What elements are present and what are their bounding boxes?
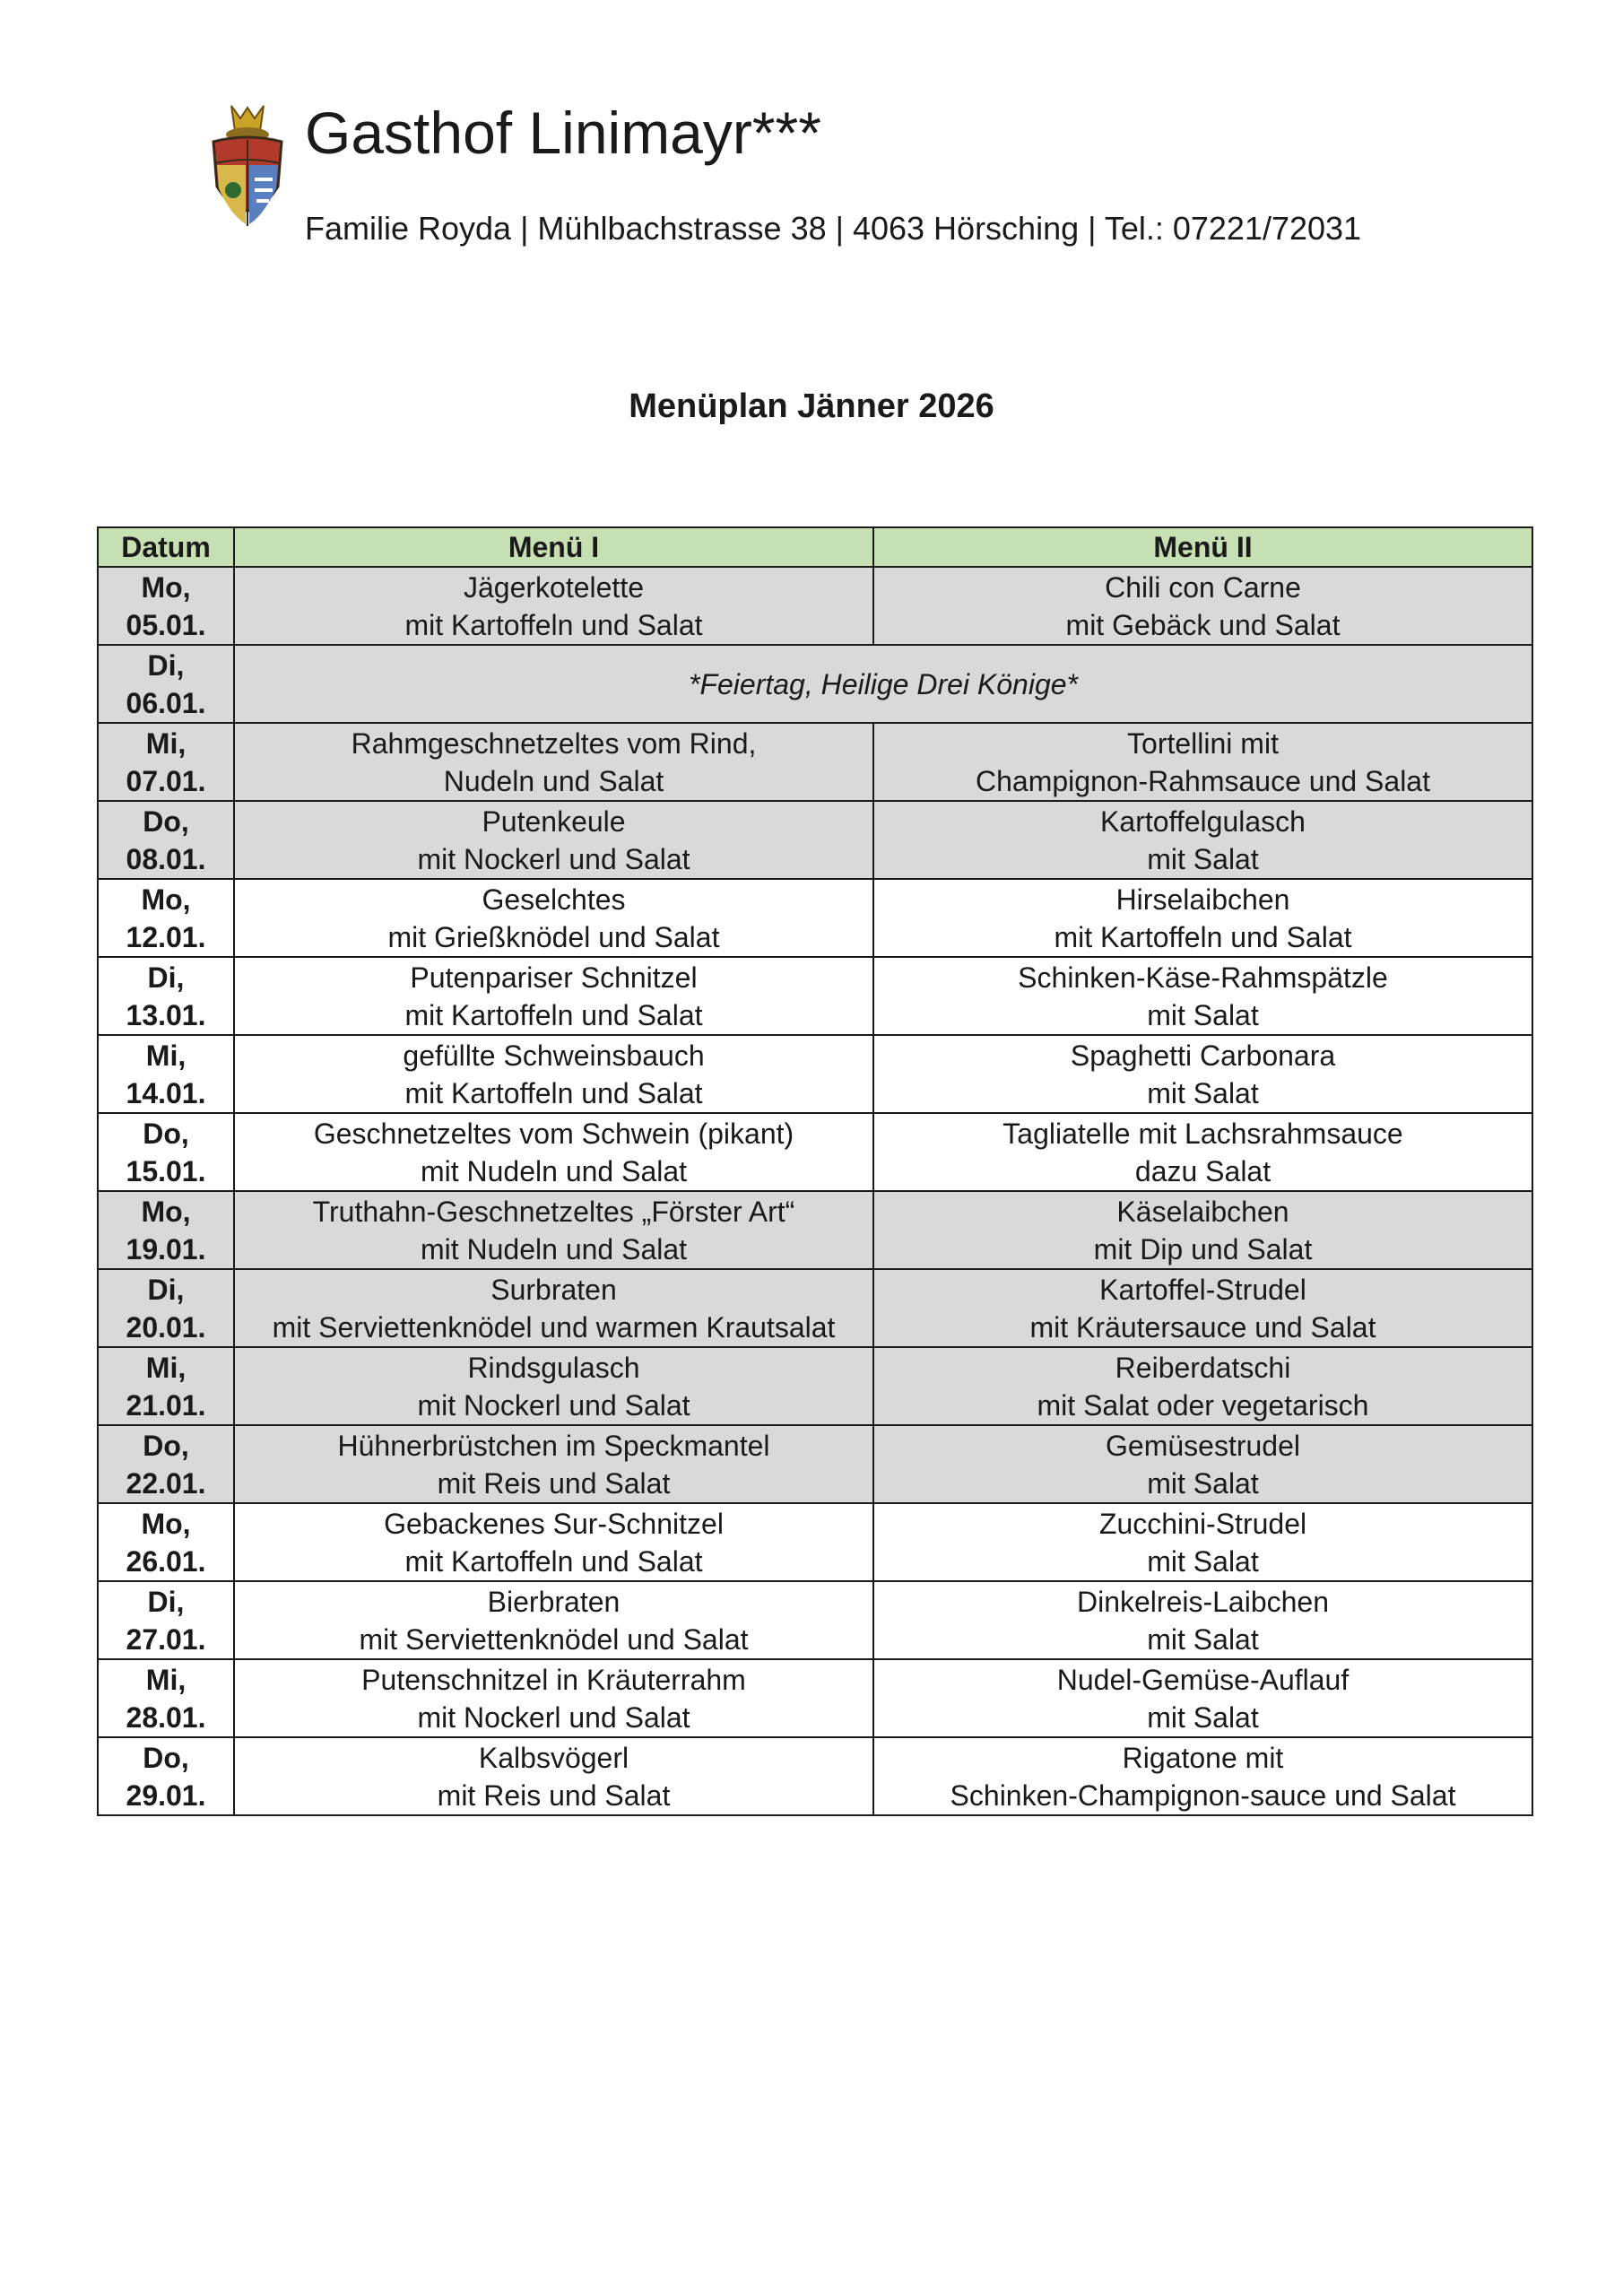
dish-side: mit Salat <box>1147 842 1259 875</box>
date-label: 29.01. <box>126 1779 206 1812</box>
menu-1-cell <box>234 801 873 879</box>
menu-1-cell <box>234 723 873 801</box>
menu-2-cell <box>873 1035 1532 1113</box>
dish-side: mit Nockerl und Salat <box>417 1388 690 1422</box>
dish-side: mit Salat <box>1147 1622 1259 1656</box>
dish-name: Tortellini mit <box>1127 726 1279 760</box>
column-header-date: Datum <box>98 527 234 567</box>
restaurant-name: Gasthof Linimayr*** <box>305 100 821 166</box>
dish-name: Spaghetti Carbonara <box>1070 1039 1336 1072</box>
dish-side: mit Kartoffeln und Salat <box>404 608 703 641</box>
dish-side: mit Kräutersauce und Salat <box>1029 1310 1376 1344</box>
dish-name: Rigatone mit <box>1122 1741 1284 1774</box>
date-label: 08.01. <box>126 842 206 875</box>
dish-side: mit Serviettenknödel und Salat <box>359 1622 749 1656</box>
dish-name: Kartoffel-Strudel <box>1099 1273 1306 1306</box>
date-label: 06.01. <box>126 686 206 719</box>
menu-2-cell <box>873 1113 1532 1191</box>
table-row <box>98 1503 1532 1581</box>
weekday-label: Di, <box>147 961 185 994</box>
date-label: 13.01. <box>126 998 206 1031</box>
weekday-label: Mi, <box>145 1039 187 1072</box>
date-label: 05.01. <box>126 608 206 641</box>
dish-name: Geschnetzeltes vom Schwein (pikant) <box>313 1117 794 1150</box>
menu-2-cell <box>873 801 1532 879</box>
table-row <box>98 801 1532 879</box>
dish-side: Champignon-Rahmsauce und Salat <box>976 764 1430 797</box>
date-cell <box>98 879 234 957</box>
dish-side: mit Salat oder vegetarisch <box>1037 1388 1369 1422</box>
menu-2-cell <box>873 1581 1532 1659</box>
date-cell <box>98 1035 234 1113</box>
weekday-label: Mo, <box>141 1195 191 1228</box>
dish-side: mit Salat <box>1147 998 1259 1031</box>
weekday-label: Mi, <box>145 1663 187 1696</box>
dish-name: Rindsgulasch <box>467 1351 640 1384</box>
dish-name: Zucchini-Strudel <box>1098 1507 1307 1540</box>
table-row <box>98 1659 1532 1737</box>
menu-2-cell <box>873 1503 1532 1581</box>
menu-1-cell <box>234 1659 873 1737</box>
menu-2-cell <box>873 1347 1532 1425</box>
dish-name: Putenschnitzel in Kräuterrahm <box>361 1663 746 1696</box>
table-row <box>98 1035 1532 1113</box>
dish-name: Putenpariser Schnitzel <box>410 961 698 994</box>
column-header-menu-2: Menü II <box>873 527 1532 567</box>
weekday-label: Do, <box>143 804 189 838</box>
weekday-label: Do, <box>143 1741 189 1774</box>
menu-2-cell <box>873 1737 1532 1815</box>
dish-side: mit Reis und Salat <box>437 1466 671 1500</box>
column-header-menu-1: Menü I <box>234 527 873 567</box>
date-label: 28.01. <box>126 1700 206 1734</box>
date-cell <box>98 1659 234 1737</box>
page-title: Menüplan Jänner 2026 <box>629 387 994 425</box>
table-row <box>98 1269 1532 1347</box>
dish-side: mit Kartoffeln und Salat <box>1054 920 1352 953</box>
table-row <box>98 1737 1532 1815</box>
date-cell <box>98 645 234 723</box>
dish-side: mit Kartoffeln und Salat <box>404 1076 703 1109</box>
dish-side: mit Gebäck und Salat <box>1065 608 1341 641</box>
date-label: 14.01. <box>126 1076 206 1109</box>
menu-1-cell <box>234 1737 873 1815</box>
dish-side: mit Kartoffeln und Salat <box>404 1544 703 1578</box>
dish-side: mit Salat <box>1147 1544 1259 1578</box>
dish-side: dazu Salat <box>1134 1154 1271 1187</box>
dish-side: Schinken-Champignon-sauce und Salat <box>950 1779 1456 1812</box>
date-label: 27.01. <box>126 1622 206 1656</box>
menu-1-cell <box>234 879 873 957</box>
table-row <box>98 957 1532 1035</box>
date-cell <box>98 567 234 645</box>
dish-name: Putenkeule <box>482 804 626 838</box>
dish-name: Schinken-Käse-Rahmspätzle <box>1018 961 1388 994</box>
dish-side: mit Grießknödel und Salat <box>387 920 720 953</box>
dish-name: Geselchtes <box>482 883 626 916</box>
date-cell <box>98 1269 234 1347</box>
menu-1-cell <box>234 1035 873 1113</box>
dish-name: Truthahn-Geschnetzeltes „Förster Art“ <box>312 1195 795 1228</box>
dish-name: Kartoffelgulasch <box>1100 804 1306 838</box>
weekday-label: Mo, <box>141 570 191 604</box>
dish-side: mit Nockerl und Salat <box>417 842 690 875</box>
date-label: 19.01. <box>126 1232 206 1265</box>
menu-2-cell <box>873 879 1532 957</box>
menu-1-cell <box>234 957 873 1035</box>
dish-side: mit Nudeln und Salat <box>420 1232 688 1265</box>
menu-1-cell <box>234 1191 873 1269</box>
menu-1-cell <box>234 1425 873 1503</box>
address-line: Familie Royda | Mühlbachstrasse 38 | 4063 Hörsching | Tel.: 07221/72031 <box>305 210 1362 247</box>
weekday-label: Do, <box>143 1429 189 1462</box>
table-row <box>98 645 1532 723</box>
date-label: 22.01. <box>126 1466 206 1500</box>
dish-side: mit Salat <box>1147 1700 1259 1734</box>
weekday-label: Mi, <box>145 1351 187 1384</box>
date-cell <box>98 1113 234 1191</box>
dish-side: Nudeln und Salat <box>443 764 664 797</box>
dish-side: mit Kartoffeln und Salat <box>404 998 703 1031</box>
date-label: 07.01. <box>126 764 206 797</box>
menu-1-cell <box>234 1503 873 1581</box>
dish-name: Bierbraten <box>487 1585 621 1618</box>
menu-table <box>97 526 1533 1816</box>
dish-name: Gebackenes Sur-Schnitzel <box>384 1507 724 1540</box>
menu-1-cell <box>234 1113 873 1191</box>
holiday-cell: *Feiertag, Heilige Drei Könige* <box>234 645 1532 723</box>
date-cell <box>98 1503 234 1581</box>
weekday-label: Di, <box>147 1585 185 1618</box>
date-cell <box>98 1347 234 1425</box>
menu-1-cell <box>234 1347 873 1425</box>
menu-2-cell <box>873 1425 1532 1503</box>
dish-name: Nudel-Gemüse-Auflauf <box>1056 1663 1350 1696</box>
dish-side: mit Nockerl und Salat <box>417 1700 690 1734</box>
menu-2-cell <box>873 957 1532 1035</box>
table-row <box>98 879 1532 957</box>
menu-2-cell <box>873 1659 1532 1737</box>
date-cell <box>98 723 234 801</box>
weekday-label: Di, <box>147 1273 185 1306</box>
dish-side: mit Serviettenknödel und warmen Krautsalat <box>272 1310 836 1344</box>
weekday-label: Di, <box>147 648 185 682</box>
dish-side: mit Reis und Salat <box>437 1779 671 1812</box>
table-header-row <box>98 527 1532 567</box>
dish-name: Hühnerbrüstchen im Speckmantel <box>337 1429 770 1462</box>
table-row <box>98 1425 1532 1503</box>
menu-2-cell <box>873 1191 1532 1269</box>
date-label: 26.01. <box>126 1544 206 1578</box>
menu-2-cell <box>873 567 1532 645</box>
menu-2-cell <box>873 723 1532 801</box>
date-label: 12.01. <box>126 920 206 953</box>
dish-name: Surbraten <box>490 1273 617 1306</box>
table-body <box>98 567 1532 1815</box>
menu-1-cell <box>234 1269 873 1347</box>
date-cell <box>98 1737 234 1815</box>
dish-name: Gemüsestrudel <box>1106 1429 1300 1462</box>
table-row <box>98 567 1532 645</box>
dish-name: Kalbsvögerl <box>478 1741 629 1774</box>
date-cell <box>98 801 234 879</box>
dish-name: gefüllte Schweinsbauch <box>403 1039 705 1072</box>
table-row <box>98 1113 1532 1191</box>
date-label: 21.01. <box>126 1388 206 1422</box>
dish-name: Chili con Carne <box>1105 570 1301 604</box>
table-row <box>98 1347 1532 1425</box>
coat-of-arms-logo <box>204 100 291 237</box>
dish-side: mit Dip und Salat <box>1093 1232 1313 1265</box>
dish-name: Tagliatelle mit Lachsrahmsauce <box>1002 1117 1403 1150</box>
date-label: 20.01. <box>126 1310 206 1344</box>
dish-side: mit Salat <box>1147 1076 1259 1109</box>
menu-1-cell <box>234 1581 873 1659</box>
table-row <box>98 1191 1532 1269</box>
weekday-label: Mo, <box>141 1507 191 1540</box>
dish-name: Hirselaibchen <box>1115 883 1290 916</box>
date-cell <box>98 957 234 1035</box>
weekday-label: Do, <box>143 1117 189 1150</box>
menu-1-cell <box>234 567 873 645</box>
table-row <box>98 1581 1532 1659</box>
date-cell <box>98 1425 234 1503</box>
dish-side: mit Nudeln und Salat <box>420 1154 688 1187</box>
dish-name: Käselaibchen <box>1116 1195 1289 1228</box>
menu-2-cell <box>873 1269 1532 1347</box>
weekday-label: Mi, <box>145 726 187 760</box>
dish-name: Rahmgeschnetzeltes vom Rind, <box>351 726 757 760</box>
dish-name: Jägerkotelette <box>463 570 644 604</box>
date-label: 15.01. <box>126 1154 206 1187</box>
date-cell <box>98 1191 234 1269</box>
weekday-label: Mo, <box>141 883 191 916</box>
dish-name: Dinkelreis-Laibchen <box>1076 1585 1330 1618</box>
table-row <box>98 723 1532 801</box>
dish-name: Reiberdatschi <box>1115 1351 1291 1384</box>
date-cell <box>98 1581 234 1659</box>
dish-side: mit Salat <box>1147 1466 1259 1500</box>
